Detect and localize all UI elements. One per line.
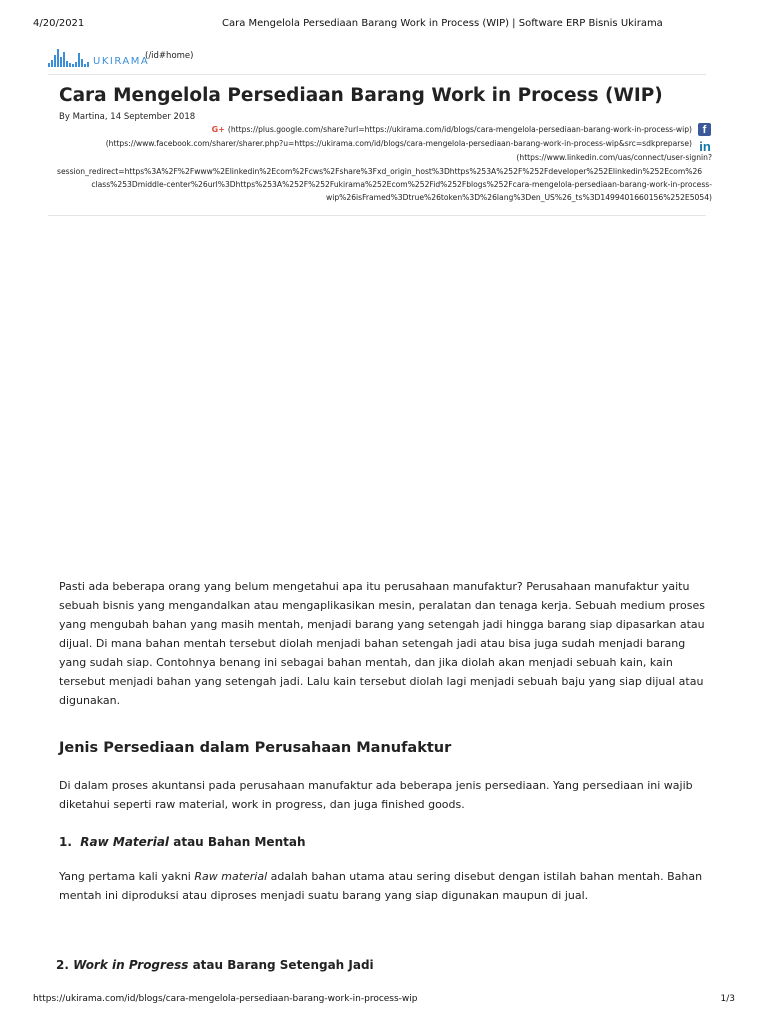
share-divider [48, 215, 706, 216]
logo-text: UKIRAMA [93, 56, 150, 67]
home-link[interactable]: (/id#home) [145, 51, 194, 61]
share-linkedin-link-line2[interactable]: session_redirect=https%3A%2F%2Fwww%2Elinkedin%2Ecom%2Fcws%2Fshare%3Fxd_origin_host%3Dhttps%253A%252F%252Fdeveloper%252Elinkedin%252Ecom%26 [57, 167, 703, 176]
item1-heading: 1. Raw Material atau Bahan Mentah [59, 835, 306, 849]
section-heading: Jenis Persediaan dalam Perusahaan Manufaktur [59, 740, 452, 756]
share-linkedin-link-line3[interactable]: class%253Dmiddle-center%26url%3Dhttps%253A%252F%252Fukirama%252Ecom%252Fid%252Fblogs%252Fcara-mengelola-persediaan-barang-work-in-process- [91, 180, 712, 189]
share-linkedin-link-line4[interactable]: wip%26isFramed%3Dtrue%26token%3D%26lang%3Den_US%26_ts%3D1499401660156%252E5054) [326, 193, 712, 202]
article-title: Cara Mengelola Persediaan Barang Work in Process (WIP) [59, 85, 663, 106]
print-page-title: Cara Mengelola Persediaan Barang Work in Process (WIP) | Software ERP Bisnis Ukirama [222, 18, 663, 29]
section-intro-paragraph: Di dalam proses akuntansi pada perusahaan manufaktur ada beberapa jenis persediaan. Yang persediaan ini wajib diketahui seperti raw material, work in progress, dan juga finished goods. [59, 779, 693, 811]
intro-paragraph: Pasti ada beberapa orang yang belum mengetahui apa itu perusahaan manufaktur? Perusahaan manufaktur yaitu sebuah bisnis yang mengandalkan atau mengaplikasikan mesin, peralatan dan tenaga kerja. Sebuah medium proses yang mengubah bahan yang masih mentah, menjadi barang yang setengah jadi hingga barang siap dipasarkan atau dijual. Di mana bahan mentah tersebut diolah menjadi bahan setengah jadi atau bisa juga sudah menjadi barang yang sudah siap. Contohnya benang ini sebagai bahan mentah, dan jika diolah akan menjadi sebuah kain, kain tersebut menjadi bahan yang setengah jadi. Lalu kain tersebut diolah lagi menjadi sebuah baju yang siap dijual atau digunakan. [59, 580, 705, 707]
facebook-icon[interactable]: f [698, 123, 711, 136]
site-logo[interactable] [48, 47, 149, 67]
google-plus-icon: G+ [211, 125, 225, 134]
share-facebook-link[interactable]: (https://www.facebook.com/sharer/sharer.php?u=https://ukirama.com/id/blogs/cara-mengelola-persediaan-barang-work-in-process-wip&src=sdkpreparse) [105, 139, 692, 148]
print-date: 4/20/2021 [33, 18, 85, 29]
item2-heading: 2. Work in Progress atau Barang Setengah Jadi [56, 958, 374, 972]
print-page-number: 1/3 [720, 994, 735, 1004]
header-divider [48, 74, 706, 75]
share-linkedin-link-line1[interactable]: (https://www.linkedin.com/uas/connect/user-signin? [516, 153, 712, 162]
item1-paragraph: Yang pertama kali yakni Raw material adalah bahan utama atau sering disebut dengan istilah bahan mentah. Bahan mentah ini diproduksi atau diproses menjadi suatu barang yang siap digunakan maupun di jual. [59, 870, 703, 902]
share-google-plus-link[interactable]: G+ (https://plus.google.com/share?url=https://ukirama.com/id/blogs/cara-mengelola-persediaan-barang-work-in-process-wip) [211, 125, 692, 134]
linkedin-icon[interactable]: in [699, 139, 711, 154]
article-byline: By Martina, 14 September 2018 [59, 112, 196, 122]
print-footer-url: https://ukirama.com/id/blogs/cara-mengelola-persediaan-barang-work-in-process-wip [33, 994, 418, 1004]
logo-bars-icon [48, 47, 89, 67]
